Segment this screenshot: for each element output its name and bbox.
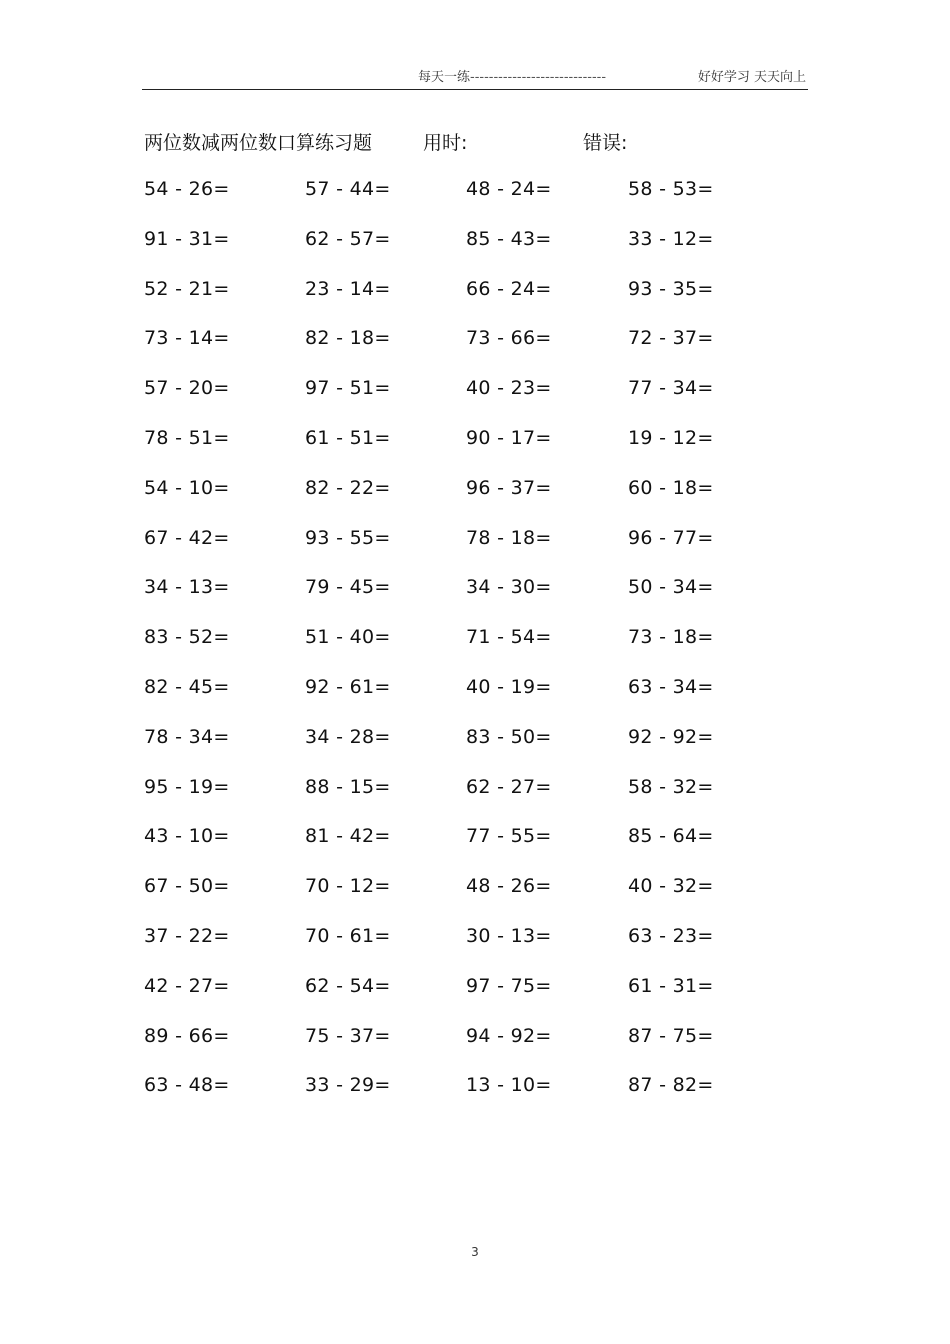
problem-row bbox=[144, 925, 804, 975]
header-motto-right: 好好学习 天天向上 bbox=[697, 70, 806, 85]
problem-item: 70 - 61= bbox=[305, 924, 391, 947]
problem-item: 30 - 13= bbox=[466, 924, 552, 947]
problem-item: 87 - 75= bbox=[628, 1024, 714, 1047]
problem-item: 93 - 55= bbox=[305, 526, 391, 549]
problem-item: 52 - 21= bbox=[144, 277, 230, 300]
problem-item: 13 - 10= bbox=[466, 1074, 552, 1097]
problem-item: 73 - 18= bbox=[628, 626, 714, 649]
problem-item: 70 - 12= bbox=[305, 875, 391, 898]
problem-item: 78 - 51= bbox=[144, 426, 230, 449]
problem-row bbox=[144, 825, 804, 875]
problem-item: 92 - 61= bbox=[305, 675, 391, 698]
header-dash-leader: ----------------------------- bbox=[470, 70, 607, 85]
problem-row bbox=[144, 278, 804, 328]
problem-row bbox=[144, 477, 804, 527]
problem-item: 60 - 18= bbox=[628, 476, 714, 499]
problem-item: 95 - 19= bbox=[144, 775, 230, 798]
problem-item: 48 - 24= bbox=[466, 178, 552, 200]
problem-item: 50 - 34= bbox=[628, 576, 714, 599]
page-header bbox=[142, 64, 808, 90]
problem-item: 88 - 15= bbox=[305, 775, 391, 798]
problem-item: 83 - 50= bbox=[466, 725, 552, 748]
problem-item: 82 - 45= bbox=[144, 675, 230, 698]
problem-item: 81 - 42= bbox=[305, 825, 391, 848]
problem-item: 67 - 42= bbox=[144, 526, 230, 549]
problem-item: 54 - 10= bbox=[144, 476, 230, 499]
problem-item: 82 - 22= bbox=[305, 476, 391, 499]
problem-row bbox=[144, 377, 804, 427]
worksheet-title-row bbox=[144, 128, 804, 158]
problem-item: 87 - 82= bbox=[628, 1074, 714, 1097]
problem-item: 93 - 35= bbox=[628, 277, 714, 300]
problem-item: 91 - 31= bbox=[144, 227, 230, 250]
problem-item: 67 - 50= bbox=[144, 875, 230, 898]
problem-row bbox=[144, 776, 804, 826]
problem-item: 78 - 18= bbox=[466, 526, 552, 549]
problem-item: 63 - 23= bbox=[628, 924, 714, 947]
problem-item: 78 - 34= bbox=[144, 725, 230, 748]
problem-item: 57 - 44= bbox=[305, 178, 391, 200]
problem-item: 66 - 24= bbox=[466, 277, 552, 300]
header-motto-left bbox=[418, 66, 606, 85]
problem-item: 34 - 30= bbox=[466, 576, 552, 599]
problem-item: 92 - 92= bbox=[628, 725, 714, 748]
problem-row bbox=[144, 626, 804, 676]
problem-item: 61 - 51= bbox=[305, 426, 391, 449]
problem-item: 23 - 14= bbox=[305, 277, 391, 300]
problem-item: 40 - 32= bbox=[628, 875, 714, 898]
time-used-label: 用时: bbox=[423, 132, 468, 154]
problem-item: 96 - 77= bbox=[628, 526, 714, 549]
problem-item: 77 - 55= bbox=[466, 825, 552, 848]
problem-item: 58 - 32= bbox=[628, 775, 714, 798]
problem-item: 85 - 64= bbox=[628, 825, 714, 848]
problem-item: 96 - 37= bbox=[466, 476, 552, 499]
problem-item: 37 - 22= bbox=[144, 924, 230, 947]
problem-item: 40 - 19= bbox=[466, 675, 552, 698]
problem-row bbox=[144, 875, 804, 925]
page-number: 3 bbox=[471, 1245, 479, 1259]
problem-item: 43 - 10= bbox=[144, 825, 230, 848]
problem-item: 51 - 40= bbox=[305, 626, 391, 649]
problem-item: 73 - 14= bbox=[144, 327, 230, 350]
problem-row bbox=[144, 1025, 804, 1075]
problem-row bbox=[144, 676, 804, 726]
problem-row bbox=[144, 975, 804, 1025]
problem-item: 62 - 54= bbox=[305, 974, 391, 997]
problem-item: 82 - 18= bbox=[305, 327, 391, 350]
problem-item: 75 - 37= bbox=[305, 1024, 391, 1047]
problem-item: 42 - 27= bbox=[144, 974, 230, 997]
problem-item: 97 - 51= bbox=[305, 377, 391, 400]
problem-item: 34 - 28= bbox=[305, 725, 391, 748]
problem-row bbox=[144, 576, 804, 626]
problem-item: 57 - 20= bbox=[144, 377, 230, 400]
problem-item: 72 - 37= bbox=[628, 327, 714, 350]
problem-item: 48 - 26= bbox=[466, 875, 552, 898]
problem-item: 58 - 53= bbox=[628, 178, 714, 200]
problem-item: 63 - 48= bbox=[144, 1074, 230, 1097]
problem-item: 33 - 29= bbox=[305, 1074, 391, 1097]
problem-item: 71 - 54= bbox=[466, 626, 552, 649]
problem-item: 97 - 75= bbox=[466, 974, 552, 997]
error-count-label: 错误: bbox=[583, 132, 628, 154]
problem-row bbox=[144, 327, 804, 377]
problem-row bbox=[144, 527, 804, 577]
problem-row bbox=[144, 726, 804, 776]
problem-row bbox=[144, 427, 804, 477]
problem-item: 19 - 12= bbox=[628, 426, 714, 449]
problem-item: 40 - 23= bbox=[466, 377, 552, 400]
problem-item: 54 - 26= bbox=[144, 178, 230, 200]
problem-item: 90 - 17= bbox=[466, 426, 552, 449]
problem-item: 77 - 34= bbox=[628, 377, 714, 400]
problem-item: 62 - 57= bbox=[305, 227, 391, 250]
worksheet-title: 两位数减两位数口算练习题 bbox=[144, 132, 373, 154]
problem-item: 94 - 92= bbox=[466, 1024, 552, 1047]
problem-item: 63 - 34= bbox=[628, 675, 714, 698]
problem-row bbox=[144, 1074, 804, 1124]
problem-item: 33 - 12= bbox=[628, 227, 714, 250]
problem-row bbox=[144, 228, 804, 278]
header-left-text: 每天一练 bbox=[418, 70, 471, 85]
problem-item: 62 - 27= bbox=[466, 775, 552, 798]
problem-item: 83 - 52= bbox=[144, 626, 230, 649]
problem-item: 34 - 13= bbox=[144, 576, 230, 599]
problem-item: 89 - 66= bbox=[144, 1024, 230, 1047]
problem-grid bbox=[144, 178, 804, 1124]
problem-item: 79 - 45= bbox=[305, 576, 391, 599]
problem-item: 85 - 43= bbox=[466, 227, 552, 250]
problem-item: 61 - 31= bbox=[628, 974, 714, 997]
problem-row bbox=[144, 178, 804, 228]
problem-item: 73 - 66= bbox=[466, 327, 552, 350]
